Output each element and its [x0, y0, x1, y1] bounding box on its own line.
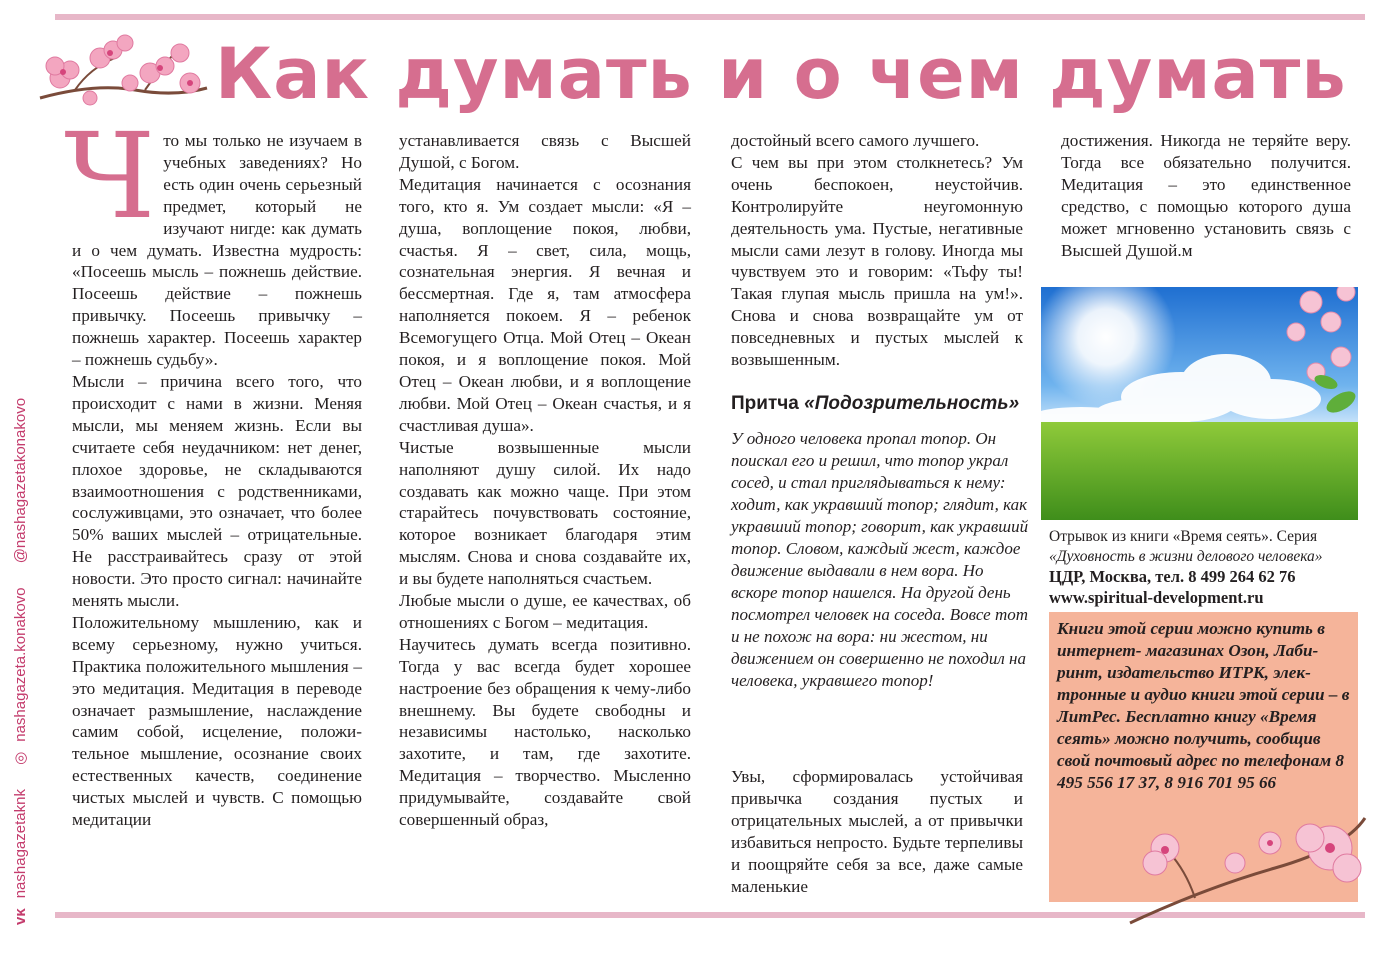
parable-text: У одного человека пропал топор. Он поискал его и решил, что топор украл сосед, и стал приглядываться к нему: ходит, как укравший топор; глядит, как укравший топор; говорит, как укравший топор. Словом, каждый жест, каждое движение выдавали в нем вора. Но вскоре топор нашелся. На другой день посмотрел человек на соседа. Вовсе тот и не похож на вора: ни жестом, ни движением он совершенно не походил на человека, укравшего топор!: [731, 429, 1029, 690]
paragraph: достойный всего самого лучшего.: [731, 131, 980, 150]
social-sidebar: [4, 125, 42, 925]
ok-handle[interactable]: ◎nashagazeta.konakovo: [12, 577, 29, 764]
paragraph: С чем вы при этом столкнетесь? Ум очень беспокоен, неустойчив. Контролируйте неугомонную деятельность ума. Пустые, негативные мысли сами лезут в голову. Иногда мы чувствуем это и говорим: «Тьфу ты! Такая глупая мысль пришла на ум!». Снова и снова возвращайте ум от повседневных и пустых мыслей к возвышенным.: [731, 152, 1023, 370]
paragraph: Увы, сформировалась устойчивая привычка создания пустых и отрицательных мыслей, а от привычки избавиться непросто. Будьте терпеливы и поощряйте себя за все, даже самые маленькие: [731, 767, 1023, 896]
paragraph: устанавливается связь с Высшей Душой, с Богом.: [399, 131, 691, 172]
ok-icon: ◎: [12, 751, 29, 765]
cherry-blossom-top-left: [35, 28, 210, 113]
promo-text: Книги этой серии можно купить в интернет- магазинах Озон, Лабиринт, издательство ИТРК, электронные и аудио книги этой серии – в ЛитРес. Бесплатно книгу «Время сеять» можно получить, сообщив свой почтовый адрес по телефонам 8 495 556 17 37, 8 916 701 95 66: [1057, 619, 1350, 792]
photo-caption: Отрывок из книги «Время сеять». Серия «Духовность в жизни делового человека» ЦДР, Москва, тел. 8 499 264 62 76 www.spiritual-development.ru: [1049, 528, 1323, 607]
vk-icon: ᴠᴋ: [12, 908, 29, 925]
paragraph: Что мы только не изучаем в учебных заведениях? Но есть один очень серьезный предмет, который не изучают нигде: как думать и о чем думать. Известна мудрость: «Посеешь мысль – пожнешь действие. Посеешь действие – пожнешь привычку. Посеешь привычку – пожнешь характер. Посеешь характер – пожнешь судьбу».: [64, 107, 362, 370]
paragraph: Медитация начинается с осознания того, кто я. Ум создает мысли: «Я – душа, воплощение покоя, любви, счастья. Я – свет, сила, мощь, сознательная энергия. Я вечная и бессмертная. Где я, там атмосфера наполняется покоем. Я – ребенок Всемогущего Отца. Мой Отец – Океан покоя, и я воплощение покоя. Мой Отец – Океан любви, и я воплощение любви. Мой Отец – Океан счастья, и я счастливая душа».: [399, 174, 691, 435]
dropcap: Ч: [64, 107, 156, 245]
article-column-1: [64, 107, 362, 831]
website-link[interactable]: www.spiritual-development.ru: [1049, 588, 1264, 607]
vk-handle[interactable]: ᴠᴋnashagazetaknk: [12, 779, 29, 925]
article-column-2: [399, 130, 691, 831]
sky-field-photo: [1041, 287, 1358, 520]
paragraph: достижения. Никогда не теряйте веру. Тогда все обязательно получится. Медитация – это единственное средство, с помощью которого душа может мгновенно установить связь с Высшей Душой.м: [1061, 131, 1351, 260]
page-title: Как думать и о чем думать: [215, 33, 1347, 115]
article-column-4: [1061, 130, 1351, 261]
paragraph: Любые мысли о душе, ее качествах, об отношениях с Богом – медитация.: [399, 591, 691, 632]
article-column-3: [731, 130, 1023, 371]
parable-heading: Притча «Подозрительность»: [731, 393, 1020, 414]
paragraph: Мысли – причина всего того, что происходит с нами в жизни. Меняя мысли, мы меняем жизнь. Если вы считаете себя неудачником: нет денег, плохое здоровье, не складываются взаимоотношения с родственниками, сослуживцами, это означает, что более 50% ваших мыслей – отрицательные. Не расстраивайтесь сразу от этой новости. Это просто сигнал: начинайте менять мысли.: [72, 371, 362, 611]
instagram-handle[interactable]: @nashagazetakonakovo: [12, 397, 29, 564]
cherry-blossom-bottom-right: [1125, 808, 1370, 930]
paragraph: Научитесь думать всегда позитивно. Тогда у вас всегда будет хорошее настроение без обращения к чему-либо внешнему. Вы будете свободны и независимы настолько, насколько захотите, и там, где захотите. Медитация – творчество. Мысленно придумывайте, создавайте свой совершенный образ,: [399, 634, 691, 830]
paragraph: Чистые возвышенные мысли наполняют душу силой. Их надо создавать как можно чаще. При этом старайтесь почувствовать состояние, которое возникает благодаря этим мыслям. Снова и снова создавайте их, и вы будете наполняться счастьем.: [399, 437, 691, 589]
top-rule: [55, 14, 1365, 20]
paragraph: Положительному мышлению, как и всему серьезному, нужно учиться. Практика положительного мышления – это медитация. Медитация в переводе означает размышление, наслаждение самим собой, исцеление, положительное мышление, осознание своих естественных качеств, соединение чистых мыслей и чувств. С помощью медитации: [72, 612, 362, 830]
